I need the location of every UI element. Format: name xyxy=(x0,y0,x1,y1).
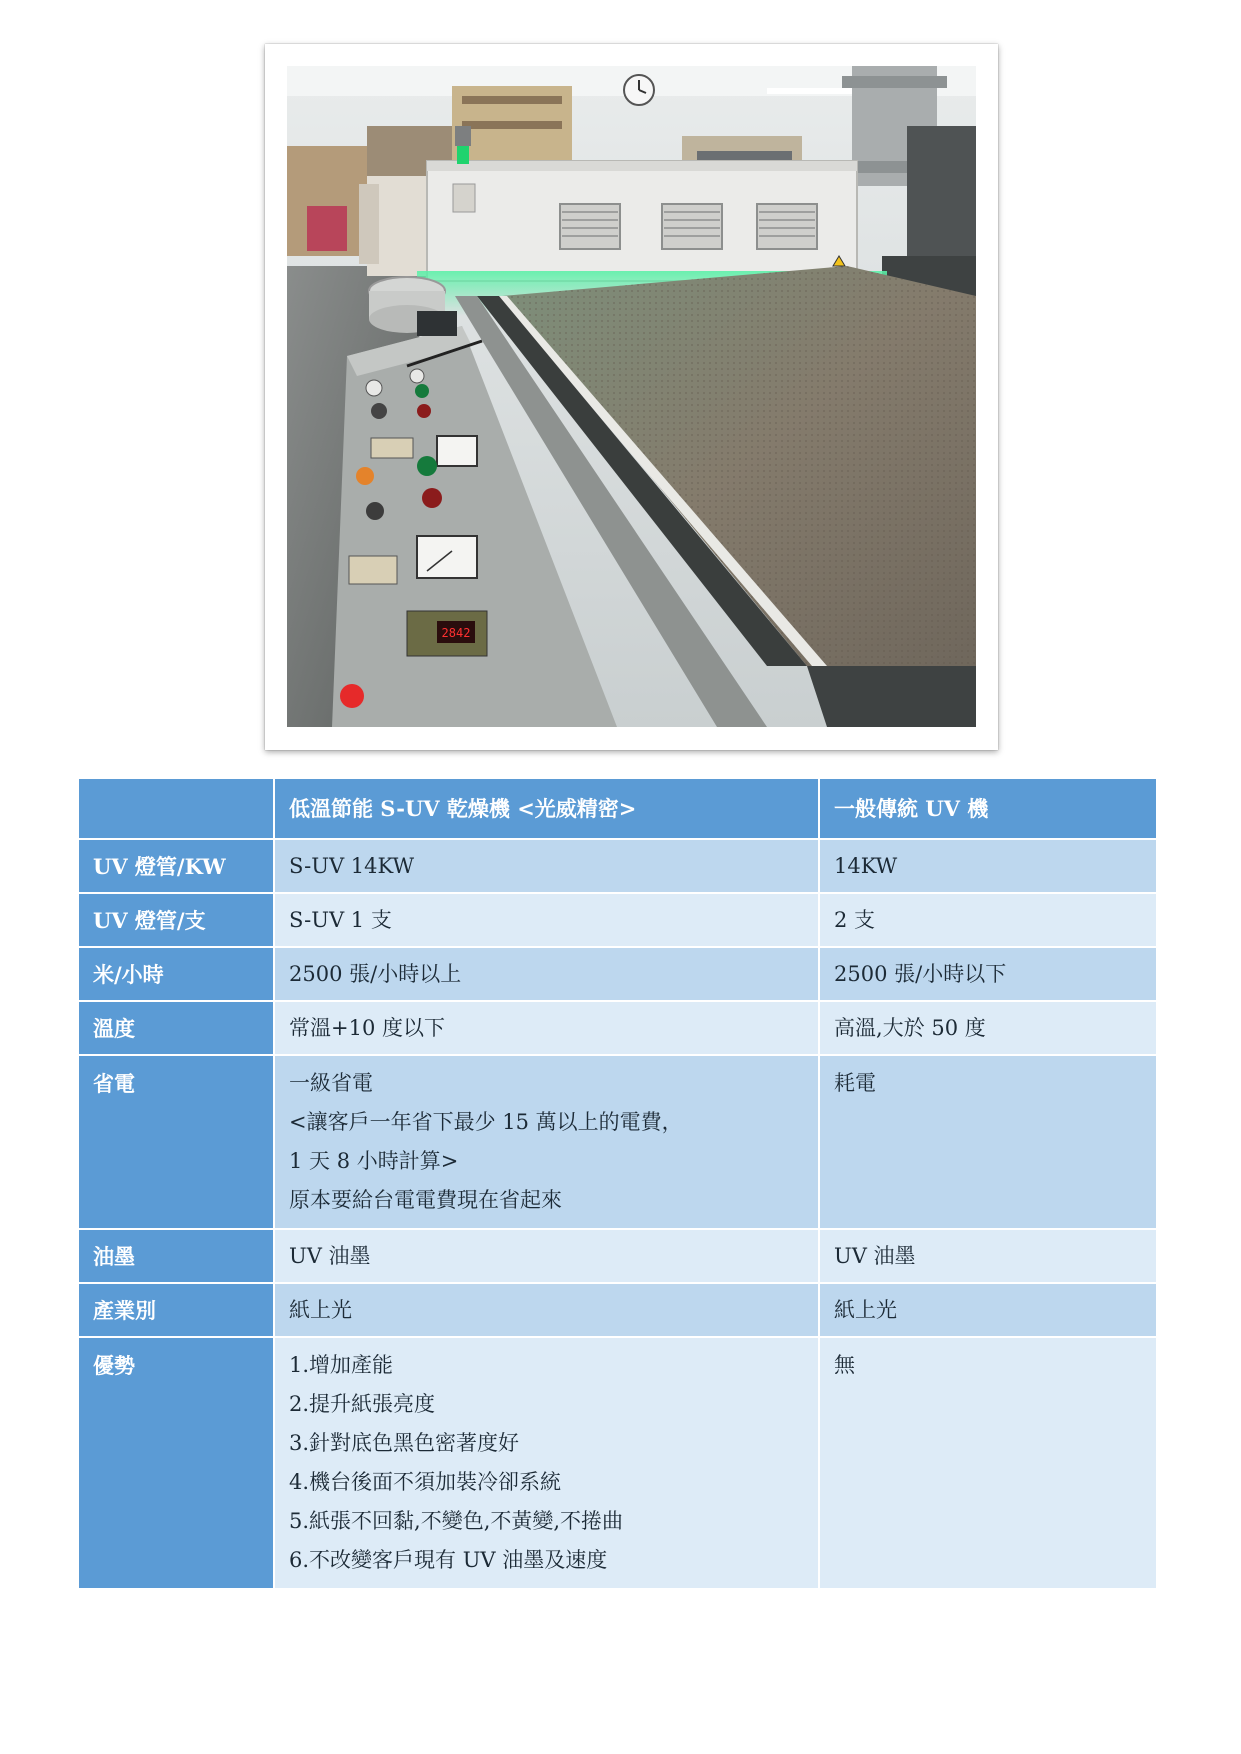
table-row xyxy=(78,1055,1157,1229)
value-line: 6.不改變客戶現有 UV 油墨及速度 xyxy=(289,1548,608,1572)
row-traditional-value xyxy=(819,1337,1157,1589)
table-row xyxy=(78,1337,1157,1589)
value-line: 常溫+10 度以下 xyxy=(289,1015,445,1040)
value-line: 紙上光 xyxy=(834,1297,897,1322)
row-traditional-value xyxy=(819,1283,1157,1337)
row-product-value xyxy=(274,1337,819,1589)
row-label: UV 燈管/KW xyxy=(78,839,274,893)
table-row xyxy=(78,1001,1157,1055)
row-product-value xyxy=(274,1001,819,1055)
table-row xyxy=(78,893,1157,947)
value-line: S-UV 14KW xyxy=(289,853,415,878)
table-row xyxy=(78,1229,1157,1283)
row-product-value xyxy=(274,893,819,947)
row-traditional-value xyxy=(819,947,1157,1001)
value-line: 耗電 xyxy=(834,1071,876,1095)
row-traditional-value xyxy=(819,893,1157,947)
row-product-value xyxy=(274,1229,819,1283)
value-line: 2 支 xyxy=(834,907,876,932)
value-line: UV 油墨 xyxy=(289,1243,371,1268)
header-traditional: 一般傳統 UV 機 xyxy=(819,778,1157,839)
row-product-value xyxy=(274,947,819,1001)
machine-photo xyxy=(287,66,976,727)
photo-frame xyxy=(265,44,998,750)
row-label: 產業別 xyxy=(78,1283,274,1337)
value-line: 1 天 8 小時計算> xyxy=(289,1149,459,1173)
value-line: 2.提升紙張亮度 xyxy=(289,1392,436,1416)
row-traditional-value xyxy=(819,839,1157,893)
table-header-row xyxy=(78,778,1157,839)
value-line: <讓客戶一年省下最少 15 萬以上的電費， xyxy=(289,1110,683,1134)
row-label: UV 燈管/支 xyxy=(78,893,274,947)
value-line: 3.針對底色黑色密著度好 xyxy=(289,1431,520,1455)
table-row xyxy=(78,1283,1157,1337)
value-line: 原本要給台電電費現在省起來 xyxy=(289,1188,562,1212)
value-line: UV 油墨 xyxy=(834,1243,916,1268)
value-line: S-UV 1 支 xyxy=(289,907,392,932)
value-line: 2500 張/小時以下 xyxy=(834,961,1007,986)
svg-text:2842: 2842 xyxy=(441,626,471,640)
row-label: 溫度 xyxy=(78,1001,274,1055)
value-line: 4.機台後面不須加裝冷卻系統 xyxy=(289,1470,562,1494)
machine-photo-icon xyxy=(287,66,976,727)
value-line: 5.紙張不回黏,不變色,不黃變,不捲曲 xyxy=(289,1509,624,1533)
row-label: 優勢 xyxy=(78,1337,274,1589)
header-product: 低溫節能 S-UV 乾燥機 <光威精密> xyxy=(274,778,819,839)
table-row xyxy=(78,947,1157,1001)
header-corner-cell xyxy=(78,778,274,839)
row-label: 省電 xyxy=(78,1055,274,1229)
row-product-value xyxy=(274,1283,819,1337)
row-traditional-value xyxy=(819,1055,1157,1229)
row-label: 油墨 xyxy=(78,1229,274,1283)
table-row xyxy=(78,839,1157,893)
value-line: 2500 張/小時以上 xyxy=(289,961,462,986)
row-product-value xyxy=(274,839,819,893)
comparison-table xyxy=(77,777,1158,1590)
row-product-value xyxy=(274,1055,819,1229)
value-line: 一級省電 xyxy=(289,1071,373,1095)
row-traditional-value xyxy=(819,1001,1157,1055)
row-label: 米/小時 xyxy=(78,947,274,1001)
row-traditional-value xyxy=(819,1229,1157,1283)
value-line: 紙上光 xyxy=(289,1297,352,1322)
value-line: 1.增加產能 xyxy=(289,1353,394,1377)
value-line: 無 xyxy=(834,1353,855,1377)
value-line: 高溫,大於 50 度 xyxy=(834,1015,986,1040)
value-line: 14KW xyxy=(834,853,898,878)
